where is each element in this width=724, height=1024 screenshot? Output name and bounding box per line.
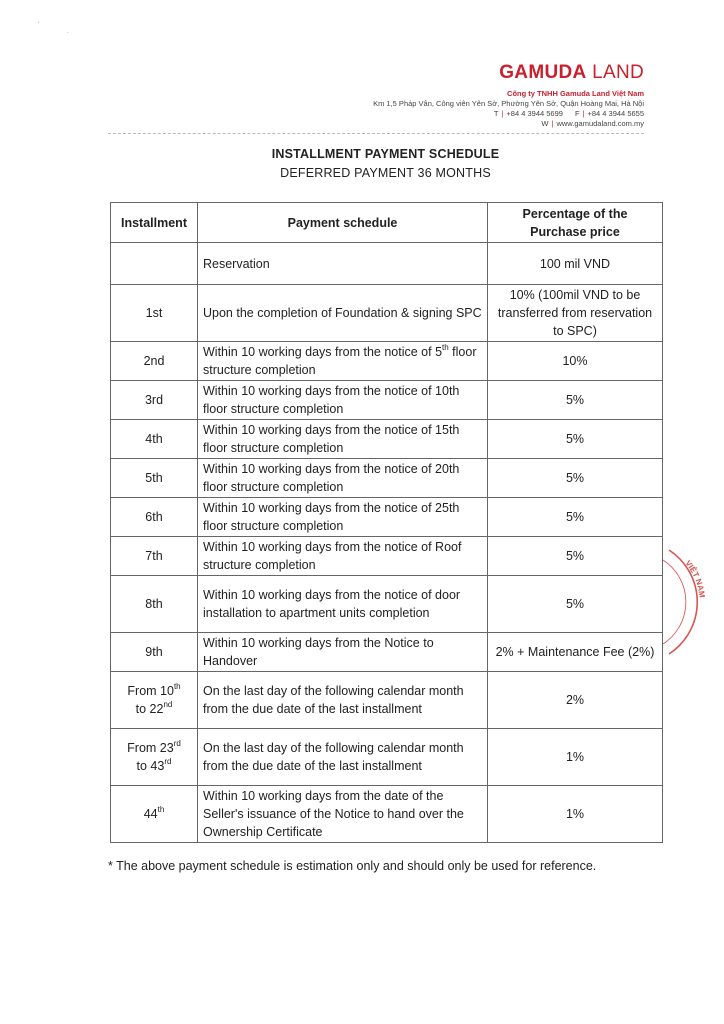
document-subtitle: DEFERRED PAYMENT 36 MONTHS (280, 166, 491, 180)
table-row (111, 537, 663, 576)
schedule-cell: Within 10 working days from the notice of Roof structure completion (198, 537, 488, 576)
table-row (111, 381, 663, 420)
percentage-cell: 100 mil VND (488, 243, 663, 285)
schedule-cell: Within 10 working days from the notice of door installation to apartment units completion (198, 576, 488, 633)
installment-cell: 7th (111, 537, 198, 576)
table-row (111, 243, 663, 285)
seal-text: VIỆT NAM (683, 558, 707, 599)
brand-logo: GAMUDA LAND (499, 62, 644, 83)
header-percentage: Percentage of the Purchase price (488, 203, 663, 243)
footnote: * The above payment schedule is estimation only and should only be used for reference. (108, 859, 597, 873)
company-address: Km 1,5 Pháp Vân, Công viên Yên Sở, Phường Yên Sở, Quận Hoàng Mai, Hà Nội (373, 99, 644, 108)
table-row (111, 672, 663, 729)
percentage-cell: 1% (488, 786, 663, 843)
schedule-cell: Within 10 working days from the Notice to Handover (198, 633, 488, 672)
installment-cell: From 10th to 22nd (111, 672, 198, 729)
installment-cell: 6th (111, 498, 198, 537)
company-name: Công ty TNHH Gamuda Land Việt Nam (507, 89, 644, 98)
schedule-cell: Within 10 working days from the notice of 5th floor structure completion (198, 342, 488, 381)
table-row (111, 420, 663, 459)
payment-schedule-table (110, 202, 663, 843)
table-row (111, 498, 663, 537)
schedule-cell: Within 10 working days from the notice of 15th floor structure completion (198, 420, 488, 459)
installment-cell: 4th (111, 420, 198, 459)
installment-cell: 2nd (111, 342, 198, 381)
table-row (111, 285, 663, 342)
scan-mark: . (67, 29, 69, 35)
installment-cell: 9th (111, 633, 198, 672)
table-row (111, 786, 663, 843)
percentage-cell: 5% (488, 537, 663, 576)
percentage-cell: 5% (488, 576, 663, 633)
scan-mark: ' (38, 22, 40, 28)
percentage-cell: 5% (488, 420, 663, 459)
schedule-cell: Within 10 working days from the notice of 25th floor structure completion (198, 498, 488, 537)
header-divider (108, 133, 644, 134)
installment-cell: 8th (111, 576, 198, 633)
company-website: W | www.gamudaland.com.my (541, 119, 644, 128)
percentage-cell: 10% (488, 342, 663, 381)
percentage-cell: 1% (488, 729, 663, 786)
schedule-cell: Within 10 working days from the notice of 10th floor structure completion (198, 381, 488, 420)
table-row (111, 576, 663, 633)
percentage-cell: 5% (488, 459, 663, 498)
table-row (111, 729, 663, 786)
installment-cell: From 23rd to 43rd (111, 729, 198, 786)
schedule-cell: Upon the completion of Foundation & signing SPC (198, 285, 488, 342)
schedule-cell: Within 10 working days from the date of the Seller's issuance of the Notice to hand over the Ownership Certificate (198, 786, 488, 843)
company-phone-fax: T | +84 4 3944 5699 F | +84 4 3944 5655 (493, 109, 644, 118)
percentage-cell: 2% + Maintenance Fee (2%) (488, 633, 663, 672)
letterhead (373, 62, 644, 129)
schedule-cell: Within 10 working days from the notice of 20th floor structure completion (198, 459, 488, 498)
percentage-cell: 10% (100mil VND to be transferred from reservation to SPC) (488, 285, 663, 342)
document-title: INSTALLMENT PAYMENT SCHEDULE (271, 147, 500, 161)
header-installment: Installment (111, 203, 198, 243)
table-row (111, 342, 663, 381)
percentage-cell: 2% (488, 672, 663, 729)
installment-cell (111, 243, 198, 285)
schedule-cell: On the last day of the following calendar month from the due date of the last installment (198, 729, 488, 786)
table-row (111, 459, 663, 498)
installment-cell: 5th (111, 459, 198, 498)
installment-cell: 3rd (111, 381, 198, 420)
header-payment-schedule: Payment schedule (198, 203, 488, 243)
svg-text:VIỆT NAM (683, 559, 706, 599)
table-row (111, 633, 663, 672)
installment-cell: 1st (111, 285, 198, 342)
schedule-cell: On the last day of the following calendar month from the due date of the last installment (198, 672, 488, 729)
table-header-row (111, 203, 663, 243)
company-seal-stamp (655, 548, 715, 658)
percentage-cell: 5% (488, 381, 663, 420)
schedule-cell: Reservation (198, 243, 488, 285)
percentage-cell: 5% (488, 498, 663, 537)
installment-cell: 44th (111, 786, 198, 843)
